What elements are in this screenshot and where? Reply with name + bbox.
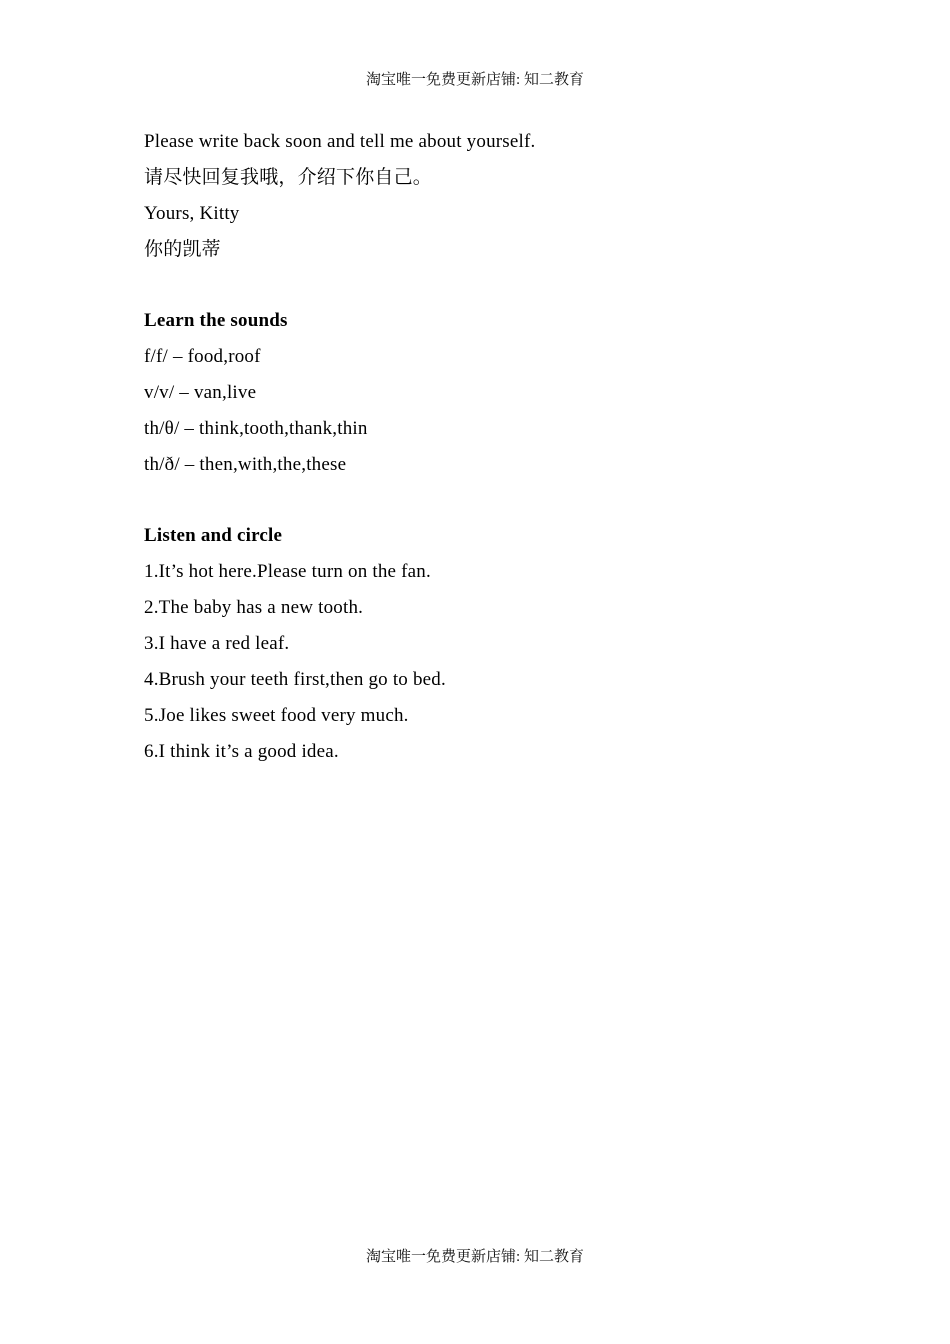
document-body [144, 124, 824, 770]
sound-item: f/f/ – food,roof [144, 346, 261, 367]
section-spacer [144, 483, 824, 518]
letter-line: Please write back soon and tell me about yourself. [144, 131, 536, 152]
sound-item: th/θ/ – think,tooth,thank,thin [144, 418, 368, 439]
page-header: 淘宝唯一免费更新店铺: 知二教育 [366, 72, 584, 88]
section-heading-sounds: Learn the sounds [144, 310, 288, 331]
page-footer: 淘宝唯一免费更新店铺: 知二教育 [366, 1249, 584, 1265]
listen-item: 2.The baby has a new tooth. [144, 597, 364, 618]
section-heading-listen: Listen and circle [144, 525, 283, 546]
sound-item: v/v/ – van,live [144, 382, 257, 403]
listen-item: 3.I have a red leaf. [144, 633, 290, 654]
letter-line: 请尽快回复我哦，介绍下你自己。 [144, 167, 433, 188]
listen-item: 5.Joe likes sweet food very much. [144, 705, 409, 726]
section-spacer [144, 268, 824, 303]
letter-line: 你的凯蒂 [144, 239, 221, 260]
listen-item: 1.It’s hot here.Please turn on the fan. [144, 561, 431, 582]
letter-line: Yours, Kitty [144, 203, 240, 224]
listen-item: 6.I think it’s a good idea. [144, 741, 339, 762]
sound-item: th/ð/ – then,with,the,these [144, 454, 347, 475]
listen-item: 4.Brush your teeth first,then go to bed. [144, 669, 446, 690]
